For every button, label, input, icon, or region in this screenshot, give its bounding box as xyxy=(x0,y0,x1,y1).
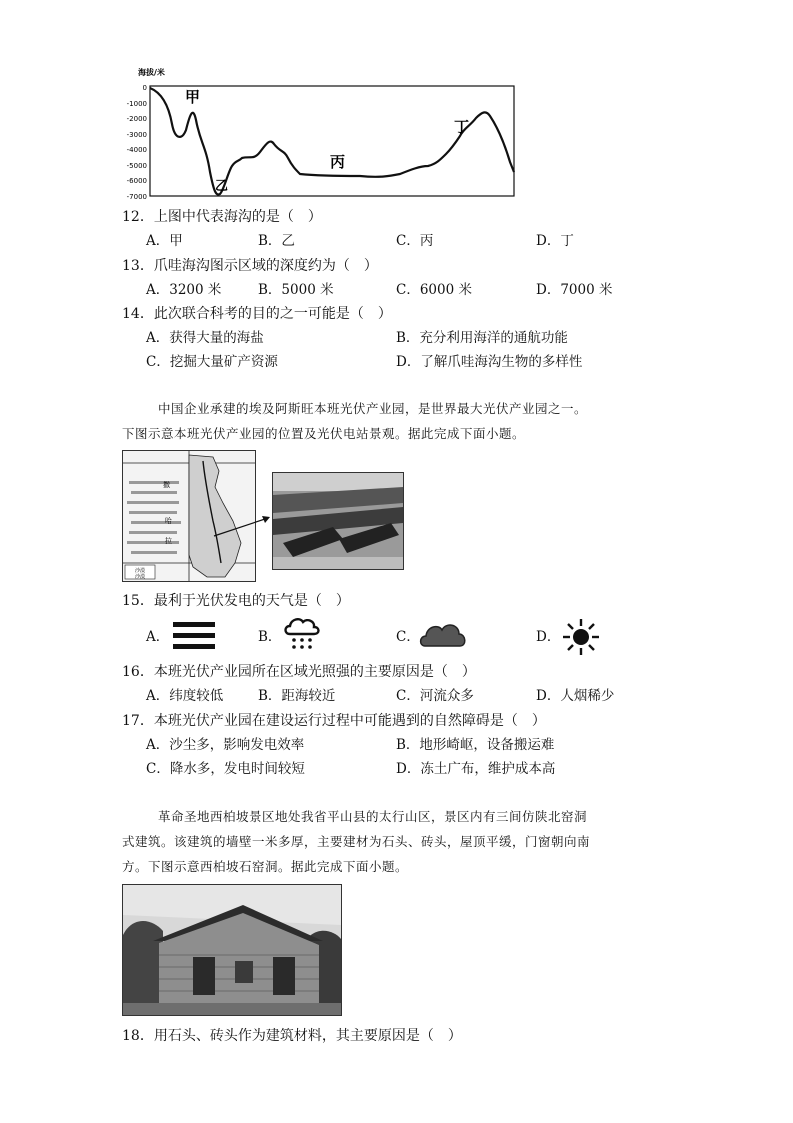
q17-option-c[interactable]: C．降水多，发电时间较短 xyxy=(146,761,305,777)
map-desert-label-3: 拉 xyxy=(165,537,172,545)
pointer-arrow xyxy=(212,510,274,540)
seafloor-profile-chart xyxy=(120,62,520,204)
y-tick-7: -7000 xyxy=(126,193,147,201)
q18-stem: 18．用石头、砖头作为建筑材料，其主要原因是（ ） xyxy=(122,1028,462,1044)
profile-line xyxy=(150,88,514,194)
q15-option-c[interactable]: C． xyxy=(396,629,420,645)
q13-option-d[interactable]: D．7000 米 xyxy=(536,282,613,298)
q14-option-c[interactable]: C．挖掘大量矿产资源 xyxy=(146,354,278,370)
y-axis-title: 海拔/米 xyxy=(138,68,165,77)
q17-option-a[interactable]: A．沙尘多，影响发电效率 xyxy=(146,737,305,753)
q13-stem: 13．爪哇海沟图示区域的深度约为（ ） xyxy=(122,258,378,274)
y-tick-5: -5000 xyxy=(126,162,147,170)
q15-stem: 15．最利于光伏发电的天气是（ ） xyxy=(122,593,350,609)
q15-option-d[interactable]: D． xyxy=(536,629,561,645)
pv-station-photo xyxy=(272,472,404,570)
q12-option-a[interactable]: A．甲 xyxy=(146,233,183,249)
label-bing: 丙 xyxy=(330,153,346,171)
plot-frame xyxy=(150,86,514,196)
q13-option-c[interactable]: C．6000 米 xyxy=(396,282,472,298)
map-legend-1: 沙漠 xyxy=(135,568,146,574)
q12-option-d[interactable]: D．丁 xyxy=(536,233,574,249)
y-tick-0: 0 xyxy=(142,84,147,92)
label-ding: 丁 xyxy=(454,118,470,136)
q12-stem: 12．上图中代表海沟的是（ ） xyxy=(122,209,322,225)
q16-option-a[interactable]: A．纬度较低 xyxy=(146,688,224,704)
y-tick-2: -2000 xyxy=(126,115,147,123)
map-desert-label-2: 哈 xyxy=(165,517,172,525)
label-jia: 甲 xyxy=(185,88,201,106)
label-yi: 乙 xyxy=(215,179,229,194)
q14-option-b[interactable]: B．充分利用海洋的通航功能 xyxy=(396,330,568,346)
y-tick-3: -3000 xyxy=(126,131,147,139)
profile-svg xyxy=(120,62,520,204)
q17-option-d[interactable]: D．冻土广布，维护成本高 xyxy=(396,761,556,777)
intro2-line2: 式建筑。该建筑的墙壁一米多厚，主要建材为石头、砖头，屋顶平缓，门窗朝向南 xyxy=(122,834,591,849)
intro2-line1: 革命圣地西柏坡景区地处我省平山县的太行山区，景区内有三间仿陕北窑洞 xyxy=(158,809,588,824)
y-tick-4: -4000 xyxy=(126,146,147,154)
cloud-icon xyxy=(419,618,467,652)
q17-stem: 17．本班光伏产业园在建设运行过程中可能遇到的自然障碍是（ ） xyxy=(122,713,546,729)
rain-icon xyxy=(282,614,322,658)
q13-option-a[interactable]: A．3200 米 xyxy=(146,282,222,298)
stone-cave-dwelling-photo xyxy=(122,884,342,1016)
intro2-line3: 方。下图示意西柏坡石窑洞。据此完成下面小题。 xyxy=(122,859,409,874)
q17-option-b[interactable]: B．地形崎岖，设备搬运难 xyxy=(396,737,555,753)
map-legend-2: 沙漠 xyxy=(135,574,146,580)
intro1-line1: 中国企业承建的埃及阿斯旺本班光伏产业园，是世界最大光伏产业园之一。 xyxy=(158,401,588,416)
cave-photo-svg xyxy=(123,885,341,1015)
y-ticks xyxy=(127,84,147,201)
q16-option-c[interactable]: C．河流众多 xyxy=(396,688,474,704)
q15-option-a[interactable]: A． xyxy=(146,629,170,645)
fog-icon xyxy=(173,620,215,656)
y-tick-6: -6000 xyxy=(126,177,147,185)
pv-photo-svg xyxy=(273,473,403,569)
q14-option-a[interactable]: A．获得大量的海盐 xyxy=(146,330,264,346)
q16-stem: 16．本班光伏产业园所在区域光照强的主要原因是（ ） xyxy=(122,664,476,680)
q12-option-b[interactable]: B．乙 xyxy=(258,233,295,249)
sun-icon xyxy=(562,618,600,660)
q14-stem: 14．此次联合科考的目的之一可能是（ ） xyxy=(122,306,392,322)
q16-option-b[interactable]: B．距海较近 xyxy=(258,688,336,704)
q16-option-d[interactable]: D．人烟稀少 xyxy=(536,688,615,704)
intro1-line2: 下图示意本班光伏产业园的位置及光伏电站景观。据此完成下面小题。 xyxy=(122,426,526,441)
q14-option-d[interactable]: D．了解爪哇海沟生物的多样性 xyxy=(396,354,583,370)
q15-option-b[interactable]: B． xyxy=(258,629,282,645)
y-tick-1: -1000 xyxy=(126,100,147,108)
q13-option-b[interactable]: B．5000 米 xyxy=(258,282,334,298)
map-desert-label-1: 撒 xyxy=(163,481,170,489)
q12-option-c[interactable]: C．丙 xyxy=(396,233,434,249)
